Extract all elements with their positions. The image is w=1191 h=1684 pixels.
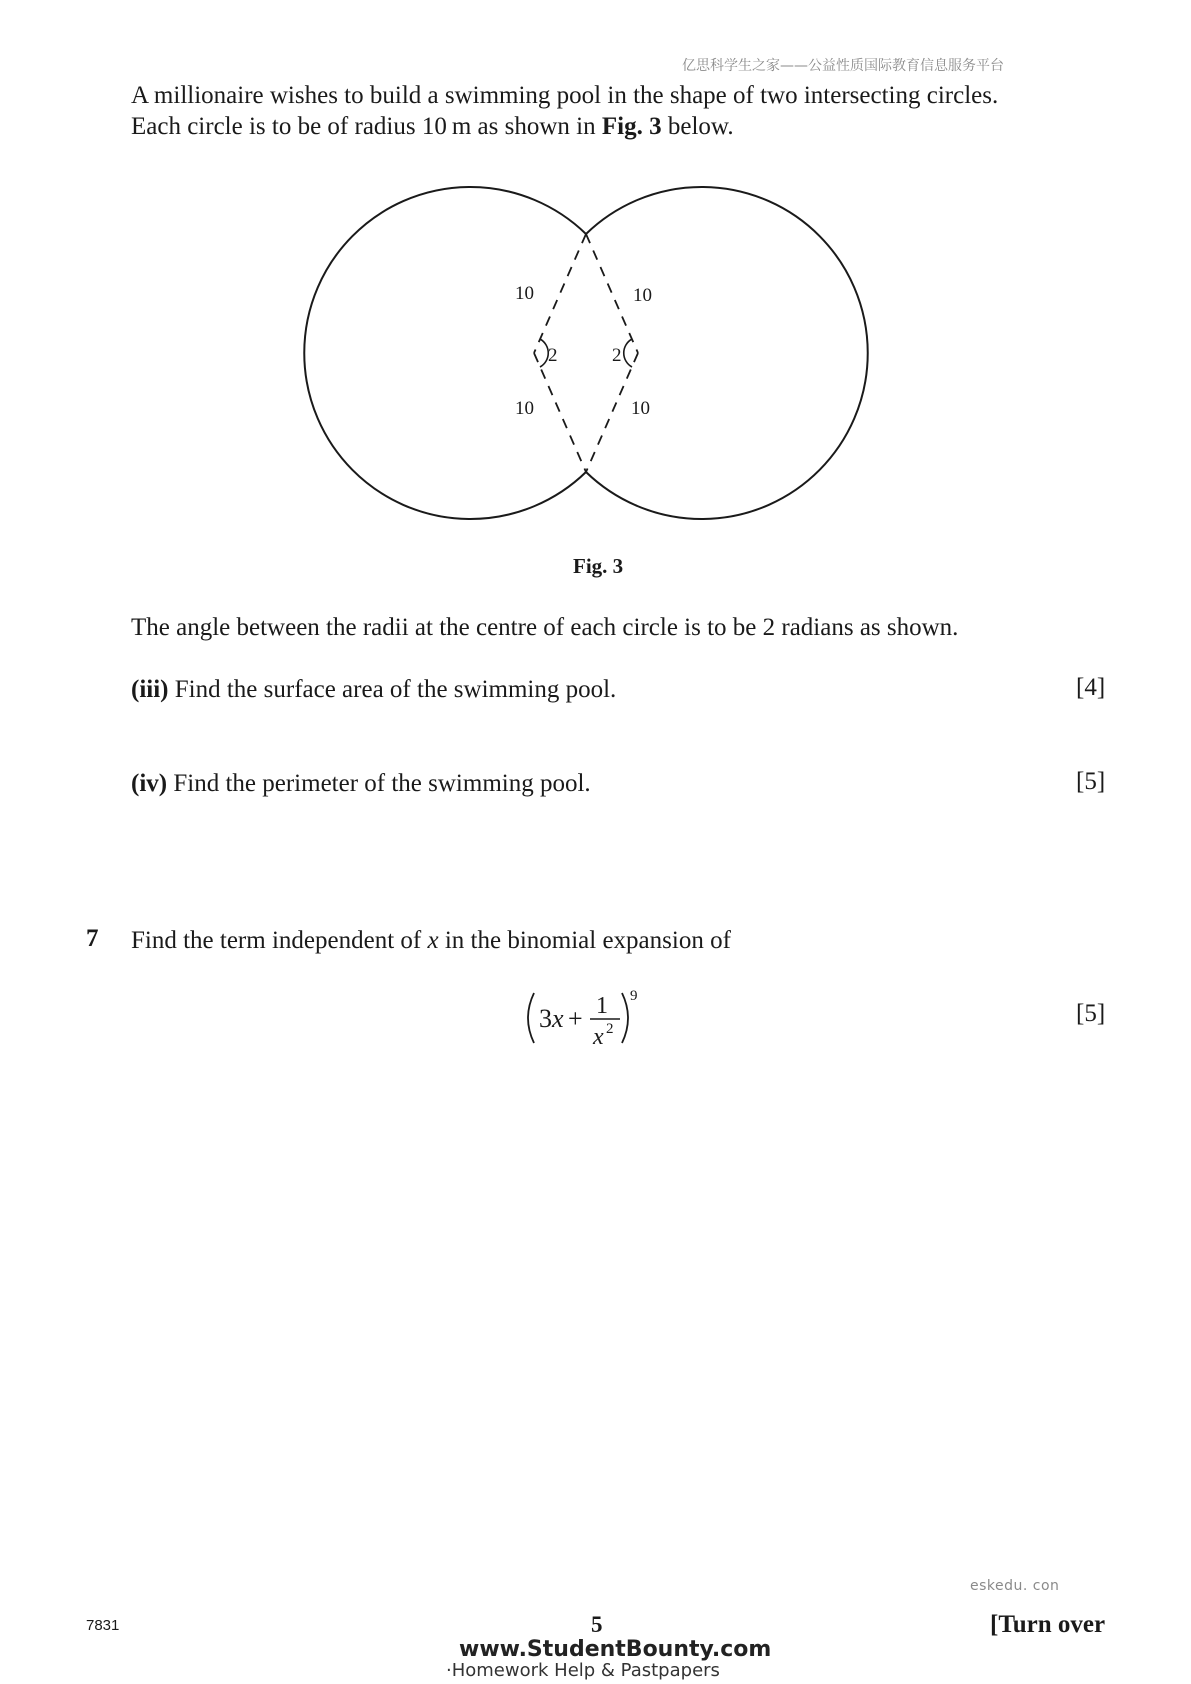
expr-plus: +	[568, 1004, 583, 1033]
part-iii-text: Find the surface area of the swimming pool.	[168, 676, 617, 703]
label-angle-left: 2	[548, 345, 558, 366]
pool-left-arc	[304, 187, 586, 519]
right-paren	[622, 993, 628, 1043]
part-iii-label: (iii)	[131, 676, 169, 703]
angle-arc-right	[624, 339, 632, 367]
label-lower-left: 10	[515, 398, 534, 419]
left-paren	[528, 993, 534, 1043]
footer-paper-code: 7831	[86, 1617, 120, 1634]
intro-line-1: A millionaire wishes to build a swimming pool in the shape of two intersecting circles.	[131, 82, 999, 109]
expr-denominator-variable: x	[593, 1024, 604, 1050]
part-iii	[131, 674, 616, 705]
figure-3-diagram	[0, 0, 1191, 600]
radius-left-lower	[534, 353, 586, 472]
question-7-marks: [5]	[1076, 1000, 1106, 1027]
question-7-text	[131, 925, 731, 956]
question-7-variable: x	[427, 927, 439, 954]
label-upper-left: 10	[515, 283, 534, 304]
label-lower-right: 10	[631, 398, 650, 419]
radius-left-upper	[534, 234, 586, 353]
question-7-text-pre: Find the term independent of	[131, 927, 428, 954]
figure-caption: Fig. 3	[573, 554, 624, 578]
expr-denominator-exponent: 2	[606, 1021, 614, 1037]
intro-line-2-text: Each circle is to be of radius 10 m as shown in	[131, 113, 602, 140]
label-angle-right: 2	[612, 345, 622, 366]
pool-right-arc	[586, 187, 868, 519]
figure-reference: Fig. 3	[601, 113, 662, 140]
footer-turn-over: [Turn over	[990, 1611, 1106, 1638]
label-upper-right: 10	[633, 285, 652, 306]
question-7-number: 7	[86, 925, 99, 952]
expr-power: 9	[630, 988, 638, 1004]
part-iv-text: Find the perimeter of the swimming pool.	[167, 770, 591, 797]
expr-variable: x	[552, 1004, 564, 1033]
expr-numerator: 1	[596, 993, 608, 1019]
angle-description: The angle between the radii at the centre of each circle is to be 2 radians as shown.	[131, 614, 959, 641]
watermark-top: 亿思科学生之家——公益性质国际教育信息服务平台	[682, 58, 1004, 74]
question-7-text-post: in the binomial expansion of	[438, 927, 731, 954]
intro-line-2-end: below.	[661, 113, 734, 140]
watermark-right: eskedu. con	[970, 1578, 1060, 1594]
part-iii-marks: [4]	[1076, 674, 1106, 701]
part-iv	[131, 768, 591, 799]
radius-right-upper	[586, 234, 638, 353]
binomial-expression	[520, 985, 650, 1055]
part-iv-label: (iv)	[131, 770, 168, 797]
studentbounty-url[interactable]: www.StudentBounty.com	[459, 1637, 772, 1662]
expr-coefficient: 3	[539, 1004, 552, 1033]
studentbounty-tagline: ·Homework Help & Pastpapers	[446, 1660, 720, 1681]
footer-page-number: 5	[591, 1612, 603, 1637]
part-iv-marks: [5]	[1076, 768, 1106, 795]
